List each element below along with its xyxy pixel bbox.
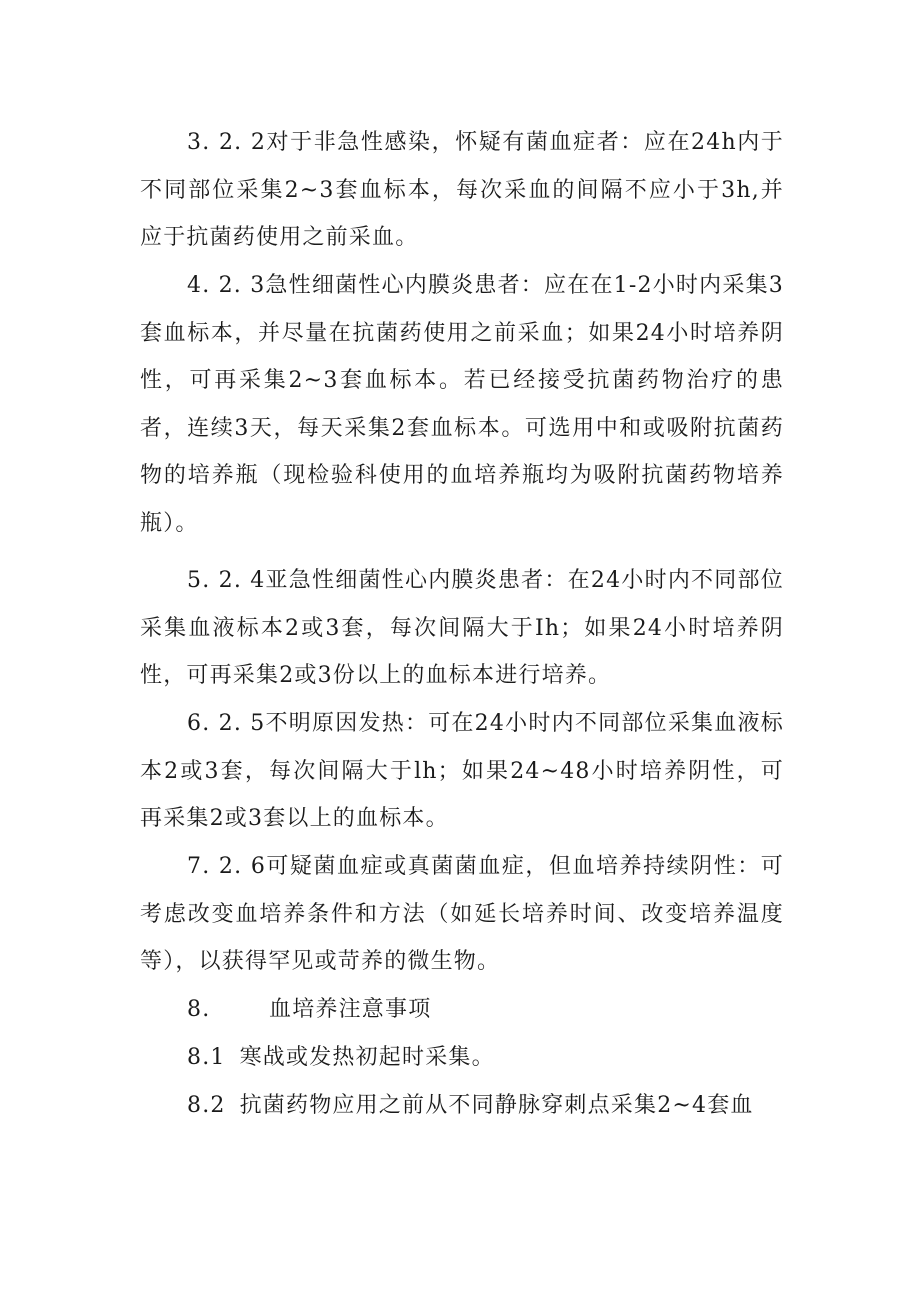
section-heading-8 <box>187 986 431 1034</box>
paragraph-7-2-6: 7. 2. 6可疑菌血症或真菌菌血症，但血培养持续阴性：可考虑改变血培养条件和方法（如延长培养时间、改变培养温度等），以获得罕见或苛养的微生物。 <box>140 854 784 974</box>
list-item-8-1 <box>140 1034 784 1082</box>
item-number: 8.2 <box>187 1093 226 1118</box>
section-title: 血培养注意事项 <box>269 997 432 1022</box>
list-item-8-2 <box>140 1082 784 1130</box>
section-number: 8. <box>187 997 211 1022</box>
paragraph-4-2-3: 4. 2. 3急性细菌性心内膜炎患者：应在在1-2小时内采集3套血标本，并尽量在抗菌药使用之前采血；如果24小时培养阴性，可再采集2~3套血标本。若已经接受抗菌药物治疗的患者，连续3天，每天采集2套血标本。可选用中和或吸附抗菌药物的培养瓶（现检验科使用的血培养瓶均为吸附抗菌药物培养瓶）。 <box>140 273 784 536</box>
paragraph-5-2-4: 5. 2. 4亚急性细菌性心内膜炎患者：在24小时内不同部位采集血液标本2或3套，每次间隔大于Ih；如果24小时培养阴性，可再采集2或3份以上的血标本进行培养。 <box>140 568 784 688</box>
paragraph-3-2-2: 3. 2. 2对于非急性感染，怀疑有菌血症者：应在24h内于不同部位采集2~3套血标本，每次采血的间隔不应小于3h,并应于抗菌药使用之前采血。 <box>140 130 784 250</box>
paragraph-6-2-5: 6. 2. 5不明原因发热：可在24小时内不同部位采集血液标本2或3套，每次间隔大于lh；如果24~48小时培养阴性，可再采集2或3套以上的血标本。 <box>140 711 784 831</box>
item-text: 抗菌药物应用之前从不同静脉穿刺点采集2~4套血 <box>239 1093 754 1118</box>
item-number: 8.1 <box>187 1045 226 1070</box>
item-text: 寒战或发热初起时采集。 <box>239 1045 495 1070</box>
